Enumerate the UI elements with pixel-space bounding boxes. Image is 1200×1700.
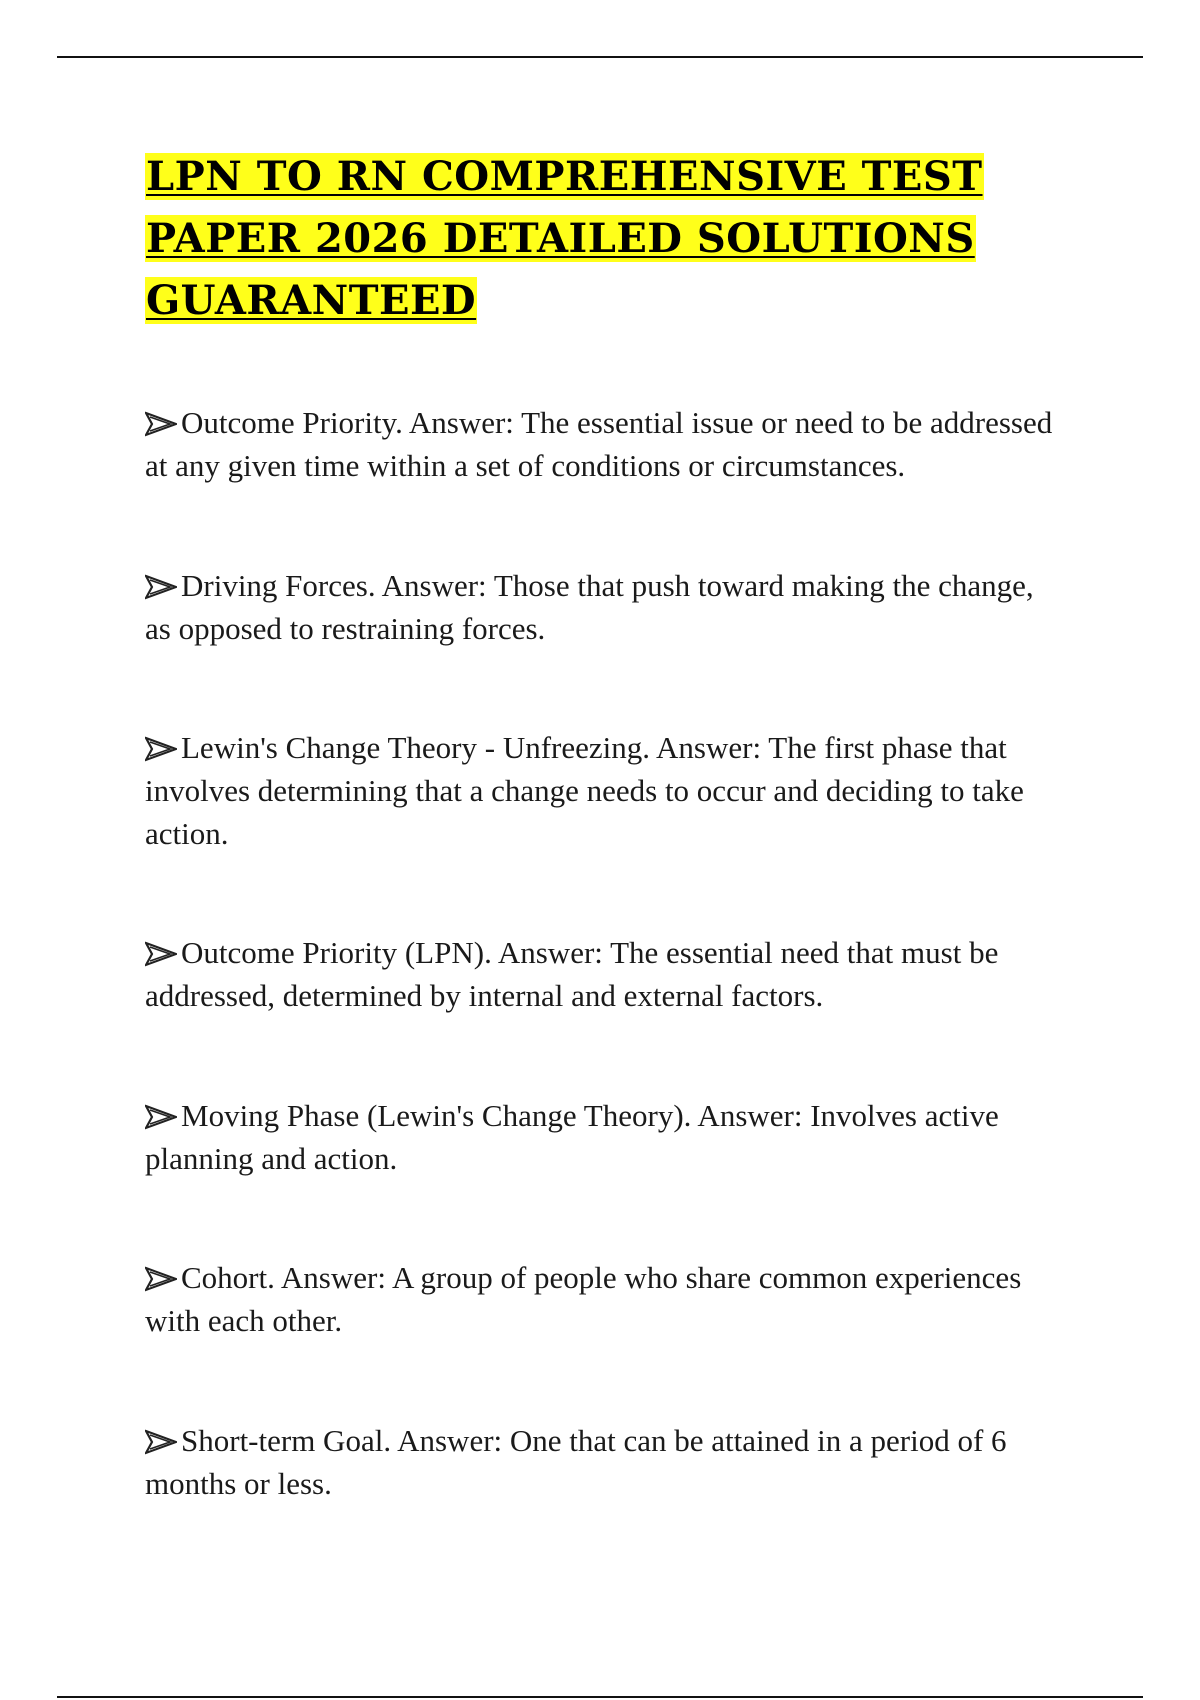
list-item — [145, 564, 1065, 650]
item-text: Outcome Priority. Answer: The essential issue or need to be addressed at any given time within a set of conditions or circumstances. — [145, 405, 1053, 483]
item-text: Lewin's Change Theory - Unfreezing. Answer: The first phase that involves determining that a change needs to occur and deciding to take action. — [145, 730, 1024, 851]
item-text: Driving Forces. Answer: Those that push toward making the change, as opposed to restraining forces. — [145, 568, 1034, 646]
item-text: Outcome Priority (LPN). Answer: The essential need that must be addressed, determined by internal and external factors. — [145, 935, 999, 1013]
item-text: Cohort. Answer: A group of people who share common experiences with each other. — [145, 1260, 1022, 1338]
list-item — [145, 1094, 1065, 1180]
item-text: Short-term Goal. Answer: One that can be attained in a period of 6 months or less. — [145, 1423, 1007, 1501]
list-item — [145, 1256, 1065, 1342]
top-rule — [57, 56, 1143, 58]
list-item — [145, 1419, 1065, 1505]
item-text: Moving Phase (Lewin's Change Theory). Answer: Involves active planning and action. — [145, 1098, 999, 1176]
bottom-rule — [57, 1696, 1143, 1698]
list-item — [145, 726, 1065, 855]
document-title — [145, 146, 1045, 332]
list-item — [145, 931, 1065, 1017]
document-title-text: LPN TO RN COMPREHENSIVE TEST PAPER 2026 DETAILED SOLUTIONS GUARANTEED — [146, 153, 983, 324]
list-item — [145, 401, 1065, 487]
question-list — [145, 401, 1065, 1582]
